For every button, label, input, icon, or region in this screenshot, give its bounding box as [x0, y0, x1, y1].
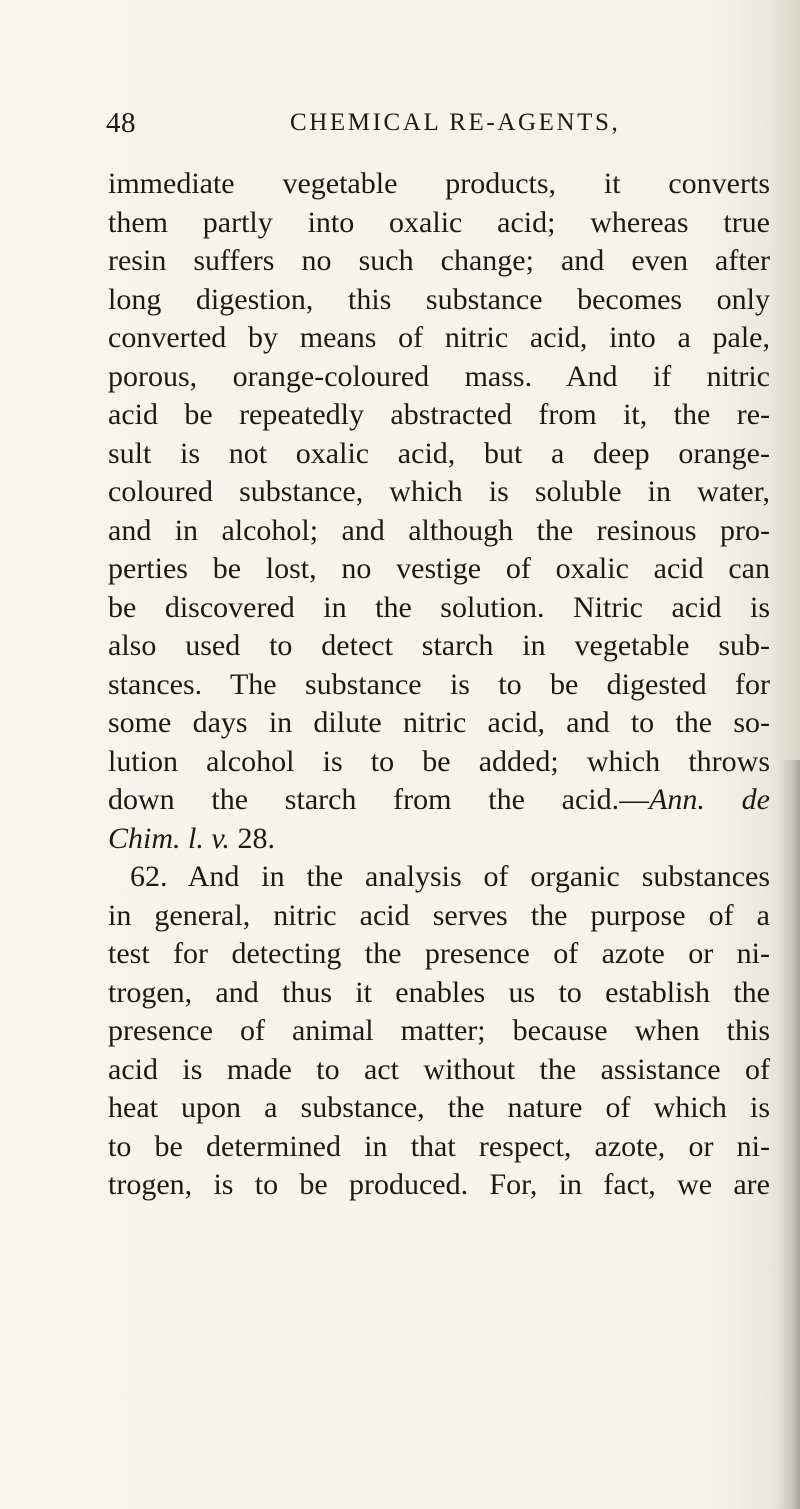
citation-volume: Chim. l. v. — [108, 821, 230, 855]
citation-end-line — [108, 820, 770, 859]
body-text — [108, 165, 770, 1205]
text-line: also used to detect starch in vegetable sub- — [108, 629, 770, 662]
text-line: to be determined in that respect, azote, or ni- — [108, 1129, 770, 1163]
text-line: converted by means of nitric acid, into a pale, — [108, 321, 770, 354]
paragraph-start-line: 62. And in the analysis of organic substances — [130, 860, 770, 893]
text-line: test for detecting the presence of azote or ni- — [108, 937, 770, 970]
citation-source: Ann. de — [649, 783, 770, 816]
text-line: immediate vegetable products, it converts — [108, 167, 770, 200]
text-line: some days in dilute nitric acid, and to the so- — [108, 706, 770, 739]
text-line: in general, nitric acid serves the purpose of a — [108, 898, 770, 932]
text-line: stances. The substance is to be digested for — [108, 667, 770, 701]
page-header — [0, 103, 800, 143]
text-line: and in alcohol; and although the resinous pro- — [108, 513, 770, 547]
citation-text: down the starch from the acid.— — [108, 783, 650, 816]
text-line: heat upon a substance, the nature of which is — [108, 1091, 770, 1124]
text-line: acid be repeatedly abstracted from it, the re- — [108, 398, 770, 431]
text-line: porous, orange-coloured mass. And if nitric — [108, 359, 770, 393]
citation-page: 28. — [229, 821, 275, 855]
text-line: them partly into oxalic acid; whereas true — [108, 205, 770, 239]
text-line: trogen, and thus it enables us to establish the — [108, 975, 770, 1009]
running-head: CHEMICAL RE-AGENTS, — [290, 109, 621, 136]
text-line: acid is made to act without the assistance of — [108, 1052, 770, 1086]
page-number: 48 — [106, 107, 136, 139]
text-line: presence of animal matter; because when this — [108, 1014, 770, 1047]
text-line: sult is not oxalic acid, but a deep orange- — [108, 436, 770, 470]
page-edge-shadow — [778, 760, 800, 1509]
text-line: long digestion, this substance becomes only — [108, 282, 770, 316]
text-line: trogen, is to be produced. For, in fact, we are — [108, 1168, 770, 1201]
text-line: perties be lost, no vestige of oxalic acid can — [108, 552, 770, 585]
text-line: coloured substance, which is soluble in water, — [108, 475, 770, 508]
citation-line — [108, 781, 770, 820]
text-line: be discovered in the solution. Nitric acid is — [108, 590, 770, 624]
text-line: resin suffers no such change; and even after — [108, 244, 770, 277]
text-line: lution alcohol is to be added; which throws — [108, 744, 770, 778]
